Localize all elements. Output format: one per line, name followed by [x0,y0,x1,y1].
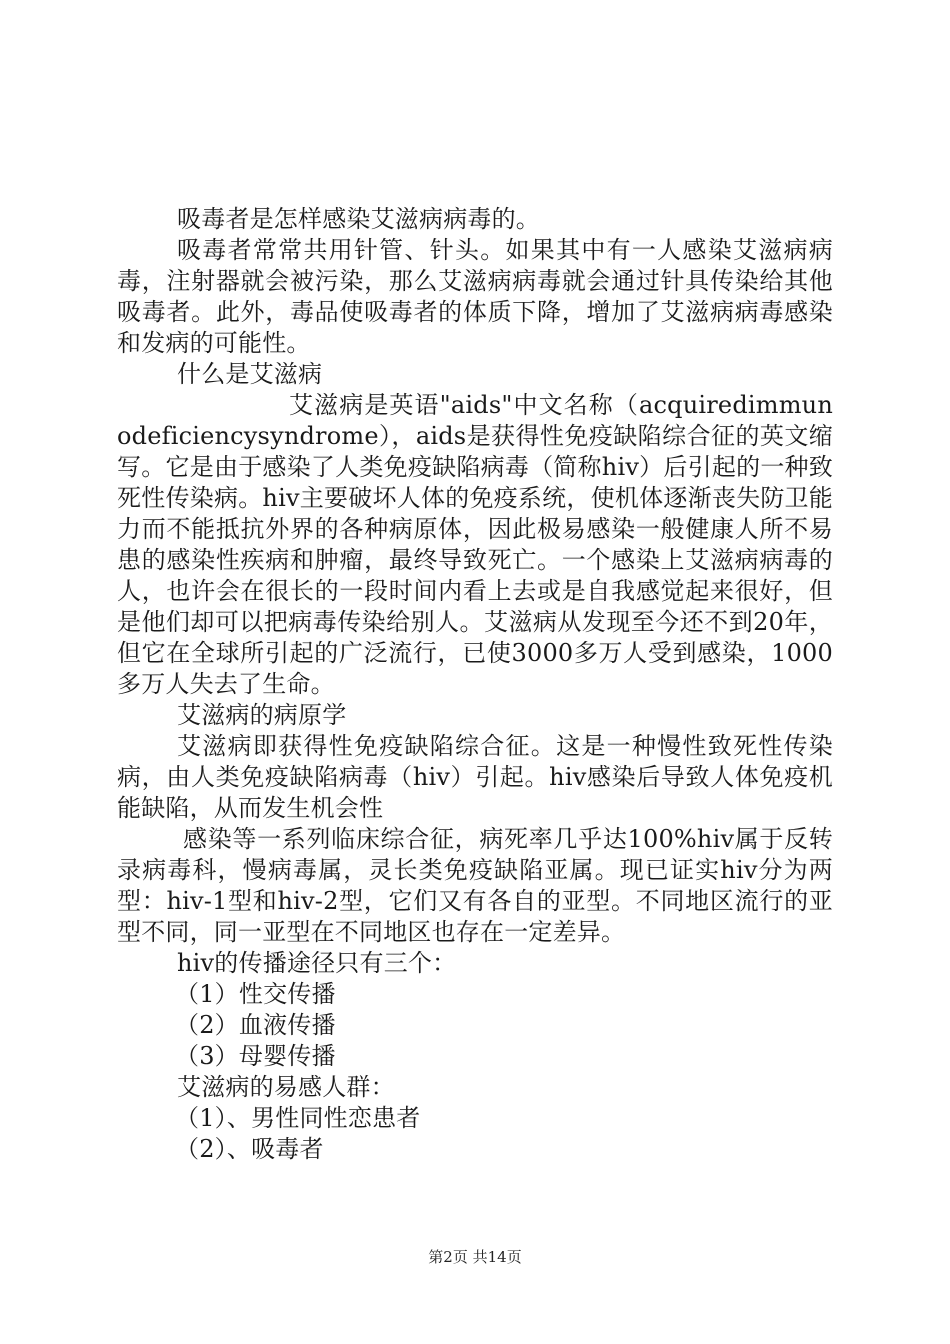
list-item-group-2: （2）、吸毒者 [175,1135,324,1163]
heading-etiology: 艾滋病的病原学 [177,701,347,729]
heading-transmission-routes: hiv的传播途径只有三个： [177,949,457,977]
heading-susceptible-groups: 艾滋病的易感人群： [177,1073,395,1101]
paragraph-needle-sharing: 吸毒者常常共用针管、针头。如果其中有一人感染艾滋病病毒，注射器就会被污染，那么艾滋病病毒就会通过针具传染给其他吸毒者。此外，毒品使吸毒者的体质下降，增加了艾滋病病毒感染和发病的可能性。 [117,236,833,357]
paragraph-question-heading: 吸毒者是怎样感染艾滋病病毒的。 [177,205,540,233]
heading-what-is-aids: 什么是艾滋病 [177,360,323,388]
page-footer: 第2页 共14页 [428,1248,522,1266]
paragraph-etiology-2: 感染等一系列临床综合征，病死率几乎达100%hiv属于反转录病毒科，慢病毒属，灵长类免疫缺陷亚属。现已证实hiv分为两型：hiv-1型和hiv-2型，它们又有各自的亚型。不同地区流行的亚型不同，同一亚型在不同地区也存在一定差异。 [117,825,833,946]
list-item-route-2: （2）血液传播 [175,1011,336,1039]
list-item-group-1: （1）、男性同性恋患者 [175,1104,421,1132]
list-item-route-3: （3）母婴传播 [175,1042,336,1070]
paragraph-etiology-1: 艾滋病即获得性免疫缺陷综合征。这是一种慢性致死性传染病，由人类免疫缺陷病毒（hiv）引起。hiv感染后导致人体免疫机能缺陷，从而发生机会性 [117,732,833,822]
paragraph-aids-definition: 艾滋病是英语"aids"中文名称（acquiredimmunodeficiencysyndrome），aids是获得性免疫缺陷综合征的英文缩写。它是由于感染了人类免疫缺陷病毒（简称hiv）后引起的一种致死性传染病。hiv主要破坏人体的免疫系统，使机体逐渐丧失防卫能力而不能抵抗外界的各种病原体，因此极易感染一般健康人所不易患的感染性疾病和肿瘤，最终导致死亡。一个感染上艾滋病病毒的人，也许会在很长的一段时间内看上去或是自我感觉起来很好，但是他们却可以把病毒传染给别人。艾滋病从发现至今还不到20年，但它在全球所引起的广泛流行，已使3000多万人受到感染，1000多万人失去了生命。 [117,391,833,698]
document-body [117,204,833,1165]
list-item-route-1: （1）性交传播 [175,980,336,1008]
